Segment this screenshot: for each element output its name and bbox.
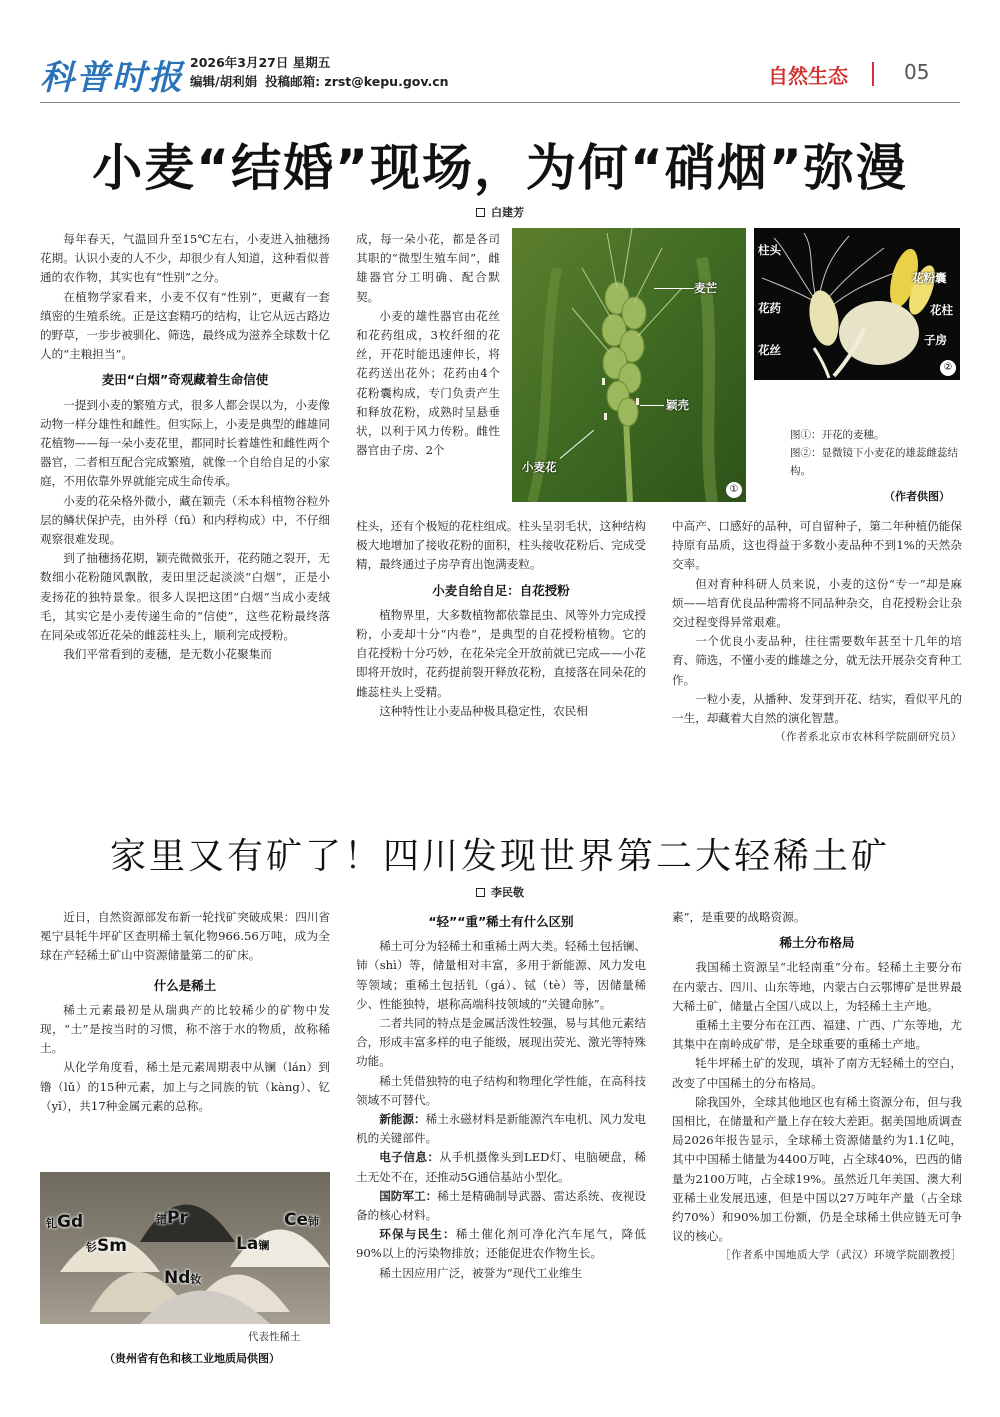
- editor-line: [190, 72, 449, 91]
- paragraph: 在植物学家看来，小麦不仅有“性别”，更藏有一套缜密的生殖系统。正是这套精巧的结构，让它从远古路边的野草，一步步被驯化、筛选，最终成为滋养全球数十亿人的“主粮担当”。: [40, 289, 330, 362]
- paragraph: 新能源：稀土永磁材料是新能源汽车电机、风力发电机的关键部件。: [356, 1112, 646, 1146]
- figure-captions: [790, 426, 964, 480]
- subheading: “轻”“重”稀土有什么区别: [428, 914, 574, 929]
- paragraph: 我国稀土资源呈“北轻南重”分布。轻稀土主要分布在内蒙古、四川、山东等地，内蒙古白云鄂博矿是世界最大稀土矿，储量占全国八成以上，为轻稀土主产地。: [672, 960, 962, 1013]
- article1-column-1: [40, 230, 330, 664]
- paragraph: 二者共同的特点是金属活泼性较强，易与其他元素结合，形成丰富多样的电子能级，展现出荧光、激光等特殊功能。: [356, 1016, 646, 1069]
- paragraph: 从化学角度看，稀土是元素周期表中从镧（lán）到镥（lǔ）的15种元素，加上与之同族的钪（kàng）、钇（yǐ），共17种金属元素的总称。: [40, 1060, 330, 1113]
- label-gd: 钆Gd: [46, 1212, 84, 1232]
- leader-line: [654, 288, 694, 289]
- paragraph: 素”，是重要的战略资源。: [672, 910, 806, 924]
- lead-label: 电子信息：: [379, 1150, 440, 1165]
- lead-label: 国防军工：: [379, 1188, 438, 1203]
- label-ce: Ce铈: [284, 1210, 320, 1230]
- subheading: 什么是稀土: [153, 977, 217, 993]
- byline-box-icon: [476, 208, 485, 217]
- author-note: ［作者系中国地质大学（武汉）环境学院副教授］: [720, 1249, 962, 1262]
- photo-number-badge: ①: [726, 482, 742, 498]
- subheading: 稀土分布格局: [779, 935, 855, 951]
- rare-earth-photo: [40, 1172, 330, 1324]
- byline-box-icon: [476, 888, 485, 897]
- rare-earth-caption: 代表性稀土: [248, 1331, 301, 1343]
- label-filament: 花丝: [758, 343, 781, 357]
- label-style: 花柱: [930, 303, 953, 317]
- paragraph: 到了抽穗扬花期，颖壳微微张开，花药随之裂开，无数细小花粉随风飘散，麦田里泛起淡淡“白烟”，正是小麦扬花的独特景象。很多人误把这团“白烟”当成小麦绒毛，其实它是小麦传递生命的“信使”，这些花粉最终落在同朵或邻近花朵的雌蕊柱头上，顺利完成授粉。: [40, 551, 330, 643]
- leader-line: [640, 405, 664, 406]
- paragraph: 成，每一朵小花，都是各司其职的“微型生殖车间”，雌雄器官分工明确、配合默契。: [356, 232, 500, 304]
- article1-column-3: [672, 517, 962, 747]
- article1-title: 小麦“结婚”现场，为何“硝烟”弥漫: [92, 139, 908, 197]
- paragraph: 环保与民生：稀土催化剂可净化汽车尾气，降低90%以上的污染物排放；还能促进农作物生长。: [356, 1227, 646, 1261]
- paragraph: 一提到小麦的繁殖方式，很多人都会误以为，小麦像动物一样分雄性和雌性。但实际上，小麦是典型的雌雄同花植物——每一朵小麦花里，都同时长着雄性和雌性两个器官，二者相互配合完成繁殖，就像一个自给自足的小家庭，不用依靠外界就能完成生命传承。: [40, 397, 330, 489]
- wheat-ear-photo: [512, 228, 746, 502]
- page-number: 05: [904, 60, 930, 84]
- issue-date: 2026年3月27日 星期五: [190, 55, 331, 70]
- paragraph: 我们平常看到的麦穗，是无数小花聚集而: [63, 647, 272, 662]
- issue-meta: [190, 53, 449, 91]
- article2-author: 李民敬: [491, 886, 524, 899]
- label-nd: Nd钕: [164, 1268, 202, 1288]
- subheading: 小麦自给自足：自花授粉: [432, 582, 570, 598]
- paragraph: 稀土元素最初是从瑞典产的比较稀少的矿物中发现，“土”是按当时的习惯，称不溶于水的物质，故称稀土。: [40, 1002, 330, 1056]
- label-awn: 麦芒: [694, 281, 717, 295]
- paragraph: 一个优良小麦品种，往往需要数年甚至十几年的培育、筛选，不懂小麦的雌雄之分，就无法开展杂交育种工作。: [672, 634, 962, 687]
- article2-column-3: [672, 908, 962, 1266]
- label-glume: 颖壳: [666, 398, 689, 412]
- paragraph: 近日，自然资源部发布新一轮找矿突破成果：四川省冕宁县牦牛坪矿区查明稀土氧化物966.56万吨，成为全球在产轻稀土矿山中资源储量第二的矿床。: [40, 910, 330, 963]
- rare-earth-image: [40, 1172, 330, 1324]
- paragraph: 稀土因应用广泛，被誉为“现代工业维生: [379, 1265, 583, 1280]
- paragraph: 电子信息：从手机摄像头到LED灯、电脑硬盘，稀土无处不在，还推动5G通信基站小型化。: [356, 1150, 646, 1184]
- section-divider: [872, 62, 874, 86]
- label-pollen-sac: 花粉囊: [912, 271, 947, 285]
- label-anther: 花药: [758, 301, 781, 315]
- header-rule: [40, 102, 960, 103]
- photo-credit: （作者供图）: [884, 490, 950, 503]
- caption-2: 图②：显微镜下小麦花的雄蕊雌蕊结构。: [790, 447, 958, 477]
- label-pr: 镨Pr: [156, 1208, 188, 1228]
- article1-column-2-bottom: [356, 517, 646, 721]
- paragraph: 一粒小麦，从播种、发芽到开花、结实，看似平凡的一生，却藏着大自然的演化智慧。: [672, 691, 962, 726]
- paragraph: 植物界里，大多数植物都依靠昆虫、风等外力完成授粉，小麦却十分“内卷”，是典型的自花授粉植物。它的自花授粉十分巧妙，在花朵完全开放前就已完成——小花即将开放时，花药提前裂开释放花粉，直接落在同朵花的雌蕊柱头上受精。: [356, 607, 646, 699]
- paragraph: 除我国外，全球其他地区也有稀土资源分布，但与我国相比，在储量和产量上存在较大差距。据美国地质调查局2026年报告显示，全球稀土资源储量约为1.1亿吨，其中中国稀土储量为4400万吨，占全球40%，巴西的储量为2100万吨，占全球19%。虽然近几年美国、澳大利亚稀土业发展迅速，但是中国以27万吨年产量（占全球约70%）和90%加工份额，仍是全球稀土供应链无可争议的核心。: [672, 1094, 962, 1244]
- article1-column-2-top: [356, 230, 500, 460]
- article1-author: 白建芳: [491, 206, 524, 219]
- submission-email[interactable]: 投稿邮箱: zrst@kepu.gov.cn: [265, 74, 449, 89]
- paragraph: 国防军工：稀土是精确制导武器、雷达系统、夜视设备的核心材料。: [356, 1188, 646, 1223]
- label-sm: 钐Sm: [86, 1236, 127, 1256]
- article2-byline: [0, 884, 1000, 900]
- article2-title: 家里又有矿了！四川发现世界第二大轻稀土矿: [109, 836, 890, 877]
- photo-number-badge: ②: [940, 360, 956, 376]
- article1-byline: [0, 204, 1000, 220]
- caption-1: 图①：开花的麦穗。: [790, 429, 885, 441]
- label-wheat-flower: 小麦花: [522, 460, 557, 474]
- paragraph: 牦牛坪稀土矿的发现，填补了南方无轻稀土的空白，改变了中国稀土的分布格局。: [672, 1056, 962, 1090]
- article2-column-2: [356, 908, 646, 1283]
- paragraph: 但对育种科研人员来说，小麦的这份“专一”却是麻烦——培育优良品种需将不同品种杂交，自花授粉会让杂交过程变得异常艰难。: [672, 576, 962, 630]
- rare-earth-credit: （贵州省有色和核工业地质局供图）: [104, 1352, 280, 1365]
- paragraph: 中高产、口感好的品种，可自留种子，第二年种植仍能保持原有品质，这也得益于多数小麦品种不到1%的天然杂交率。: [672, 519, 962, 572]
- paragraph: 这种特性让小麦品种极具稳定性，农民相: [379, 703, 588, 718]
- author-note: （作者系北京市农林科学院副研究员）: [775, 731, 962, 744]
- paragraph: 稀土可分为轻稀土和重稀土两大类。轻稀土包括镧、铈（shì）等，储量相对丰富，多用于新能源、风力发电等领域；重稀土包括钆（gá）、铽（tè）等，因储量稀少、性能独特，堪称高端科技领域的“关键命脉”。: [356, 939, 646, 1011]
- paragraph: 重稀土主要分布在江西、福建、广西、广东等地，尤其集中在南岭成矿带，是全球重要的重稀土产地。: [672, 1018, 962, 1052]
- paragraph: 稀土凭借独特的电子结构和物理化学性能，在高科技领域不可替代。: [356, 1073, 646, 1107]
- lead-label: 新能源：: [379, 1112, 426, 1127]
- subheading: 麦田“白烟”奇观藏着生命信使: [101, 372, 269, 388]
- paragraph: 柱头，还有个极短的花柱组成。柱头呈羽毛状，这种结构极大地增加了接收花粉的面积，柱头接收花粉后、完成受精，最终通过子房孕育出饱满麦粒。: [356, 519, 646, 572]
- newspaper-logo: 科普时报: [40, 58, 184, 98]
- paragraph: 小麦的花朵格外微小，藏在颖壳（禾本科植物谷粒外层的鳞状保护壳，由外稃（fū）和内稃构成）中，不仔细观察很难发现。: [40, 493, 331, 547]
- lead-label: 环保与民生：: [379, 1227, 456, 1242]
- label-stigma: 柱头: [758, 243, 781, 257]
- paragraph: 每年春天，气温回升至15℃左右，小麦进入抽穗扬花期。认识小麦的人不少，却很少有人知道，这种看似普通的农作物，其实也有“性别”之分。: [40, 232, 330, 285]
- article2-column-1: [40, 908, 330, 1116]
- label-ovary: 子房: [924, 333, 947, 347]
- label-la: La镧: [236, 1234, 270, 1254]
- editor-name: 编辑/胡利娟: [190, 74, 258, 89]
- section-name: 自然生态: [768, 64, 848, 88]
- masthead: [0, 0, 1000, 110]
- paragraph: 小麦的雄性器官由花丝和花药组成，3枚纤细的花丝，开花时能迅速伸长，将花药送出花外；花药由4个花粉囊构成，专门负责产生和释放花粉，成熟时呈悬垂状，以利于风力传粉。雌性器官由子房、2个: [356, 308, 500, 458]
- wheat-flower-micro-photo: [754, 228, 960, 380]
